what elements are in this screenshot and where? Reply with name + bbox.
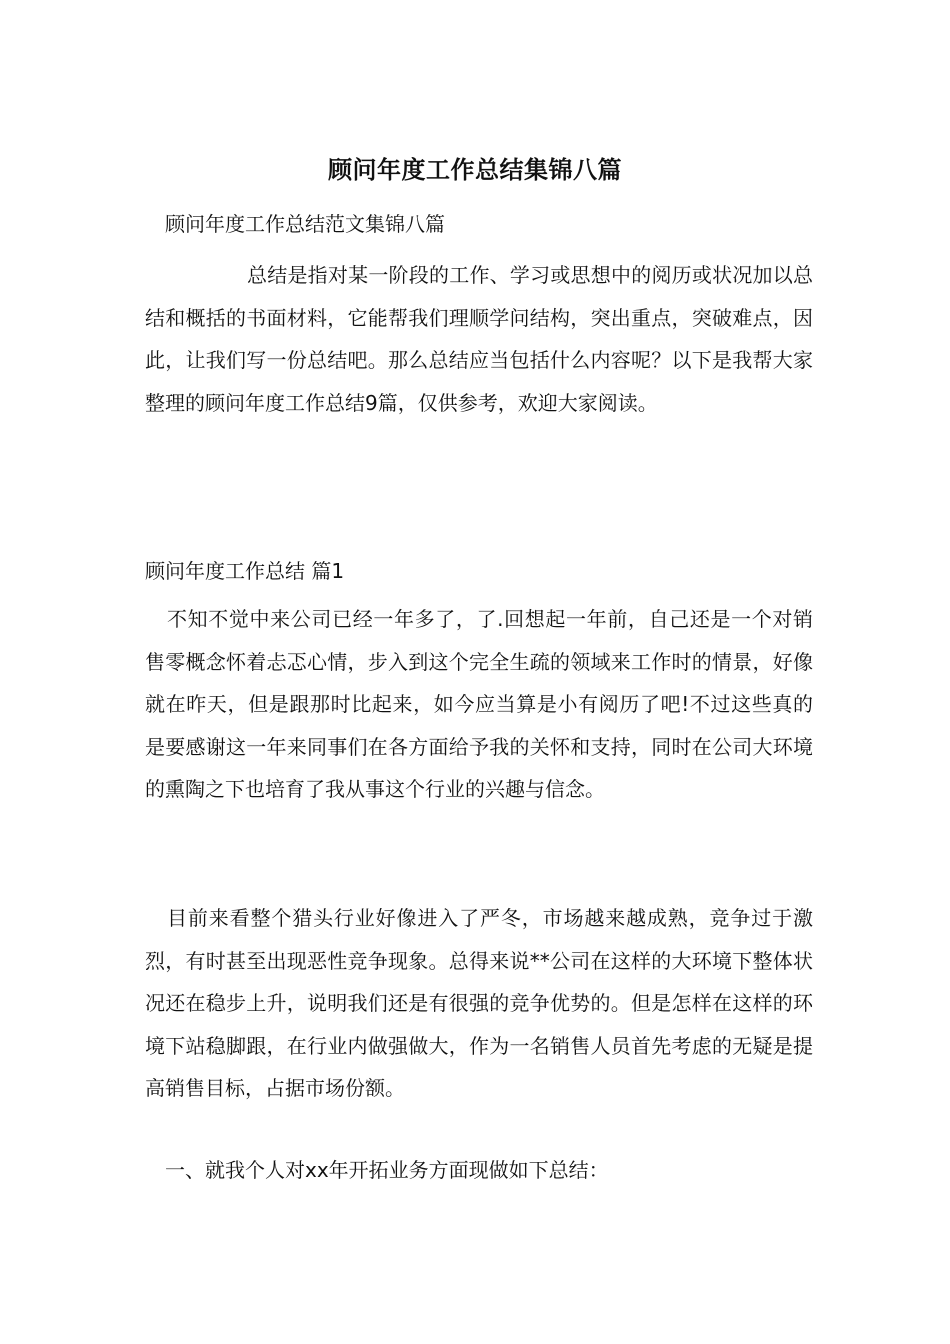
- document-title: 顾问年度工作总结集锦八篇: [328, 156, 622, 184]
- section-heading: 顾问年度工作总结 篇1: [145, 559, 345, 583]
- body-paragraph-2: 目前来看整个猎头行业好像进入了严冬，市场越来越成熟，竞争过于激烈，有时甚至出现恶性竞争现象。总得来说**公司在这样的大环境下整体状况还在稳步上升，说明我们还是有很强的竞争优势的。但是怎样在这样的环境下站稳脚跟，在行业内做强做大，作为一名销售人员首先考虑的无疑是提高销售目标，占据市场份额。: [145, 906, 813, 1100]
- document-subtitle: 顾问年度工作总结范文集锦八篇: [165, 212, 445, 236]
- list-item-1: 一、就我个人对xx年开拓业务方面现做如下总结：: [165, 1158, 609, 1182]
- intro-paragraph: 总结是指对某一阶段的工作、学习或思想中的阅历或状况加以总结和概括的书面材料，它能帮我们理顺学问结构，突出重点，突破难点，因此，让我们写一份总结吧。那么总结应当包括什么内容呢？以下是我帮大家整理的顾问年度工作总结9篇，仅供参考，欢迎大家阅读。: [145, 263, 813, 415]
- body-paragraph-1: 不知不觉中来公司已经一年多了，了.回想起一年前，自己还是一个对销售零概念怀着忐忑心情，步入到这个完全生疏的领域来工作时的情景，好像就在昨天，但是跟那时比起来，如今应当算是小有阅历了吧!不过这些真的是要感谢这一年来同事们在各方面给予我的关怀和支持，同时在公司大环境的熏陶之下也培育了我从事这个行业的兴趣与信念。: [145, 607, 813, 801]
